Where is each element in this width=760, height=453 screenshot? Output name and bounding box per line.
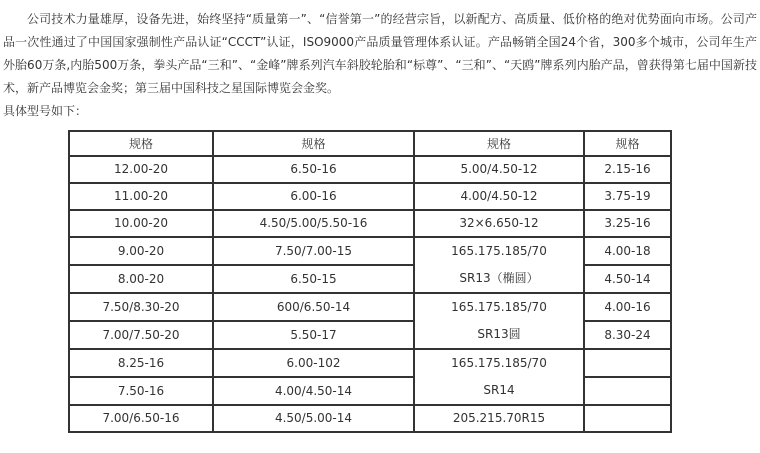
table-cell: 6.50-16: [213, 156, 414, 183]
table-cell: 7.00/6.50-16: [69, 405, 213, 432]
table-cell: 8.30-24: [584, 321, 671, 349]
table-caption: 具体型号如下：: [3, 104, 88, 118]
table-cell: 165.175.185/70 SR14: [414, 349, 584, 405]
table-cell: 6.00-102: [213, 349, 414, 377]
table-cell: 5.00/4.50-12: [414, 156, 584, 183]
table-cell: 7.50/8.30-20: [69, 293, 213, 321]
table-cell: 3.75-19: [584, 183, 671, 210]
table-cell: 4.50-14: [584, 265, 671, 293]
column-header: 规格: [69, 131, 213, 156]
table-row: [69, 210, 671, 237]
table-cell: 8.00-20: [69, 265, 213, 293]
column-header: 规格: [414, 131, 584, 156]
table-cell: 6.50-15: [213, 265, 414, 293]
table-cell: 11.00-20: [69, 183, 213, 210]
table-cell: [584, 377, 671, 405]
table-cell: [584, 349, 671, 377]
table-row: [69, 349, 671, 377]
table-cell: 4.00-18: [584, 237, 671, 265]
table-cell: 600/6.50-14: [213, 293, 414, 321]
column-header: 规格: [213, 131, 414, 156]
table-cell: 4.50/5.00/5.50-16: [213, 210, 414, 237]
table-cell: 165.175.185/70 SR13（椭圆）: [414, 237, 584, 293]
table-cell: 205.215.70R15: [414, 405, 584, 432]
table-cell: 4.50/5.00-14: [213, 405, 414, 432]
table-cell: 2.15-16: [584, 156, 671, 183]
table-cell: 165.175.185/70 SR13圆: [414, 293, 584, 349]
table-cell: 12.00-20: [69, 156, 213, 183]
spec-table-head: [69, 131, 671, 156]
table-row: [69, 183, 671, 210]
tire-spec-table: [68, 130, 672, 433]
table-cell: [584, 405, 671, 432]
table-cell: 8.25-16: [69, 349, 213, 377]
table-row: [69, 293, 671, 321]
spec-table-body: [69, 156, 671, 432]
table-row: [69, 156, 671, 183]
table-cell: 4.00-16: [584, 293, 671, 321]
table-cell: 7.50-16: [69, 377, 213, 405]
table-row: [69, 237, 671, 265]
table-cell: 6.00-16: [213, 183, 414, 210]
table-cell: 5.50-17: [213, 321, 414, 349]
table-cell: 4.00/4.50-14: [213, 377, 414, 405]
header-row: [69, 131, 671, 156]
table-cell: 9.00-20: [69, 237, 213, 265]
company-intro-paragraph: 公司技术力量雄厚，设备先进，始终坚持“质量第一”、“信誉第一”的经营宗旨，以新配方、高质量、低价格的绝对优势面向市场。公司产品一次性通过了中国国家强制性产品认证“CCCT”认证，ISO9000产品质量管理体系认证。产品畅销全国24个省，300多个城市，公司年生产外胎60万条,内胎500万条，拳头产品“三和”、“金峰”牌系列汽车斜胶轮胎和“标尊”、“三和”、“天鸥”牌系列内胎产品，曾获得第七届中国新技术，新产品博览会金奖；第三届中国科技之星国际博览会金奖。: [3, 12, 757, 95]
table-cell: 7.50/7.00-15: [213, 237, 414, 265]
table-cell: 3.25-16: [584, 210, 671, 237]
table-cell: 10.00-20: [69, 210, 213, 237]
table-cell: 4.00/4.50-12: [414, 183, 584, 210]
table-row: [69, 405, 671, 432]
table-cell: 7.00/7.50-20: [69, 321, 213, 349]
column-header: 规格: [584, 131, 671, 156]
table-cell: 32×6.650-12: [414, 210, 584, 237]
